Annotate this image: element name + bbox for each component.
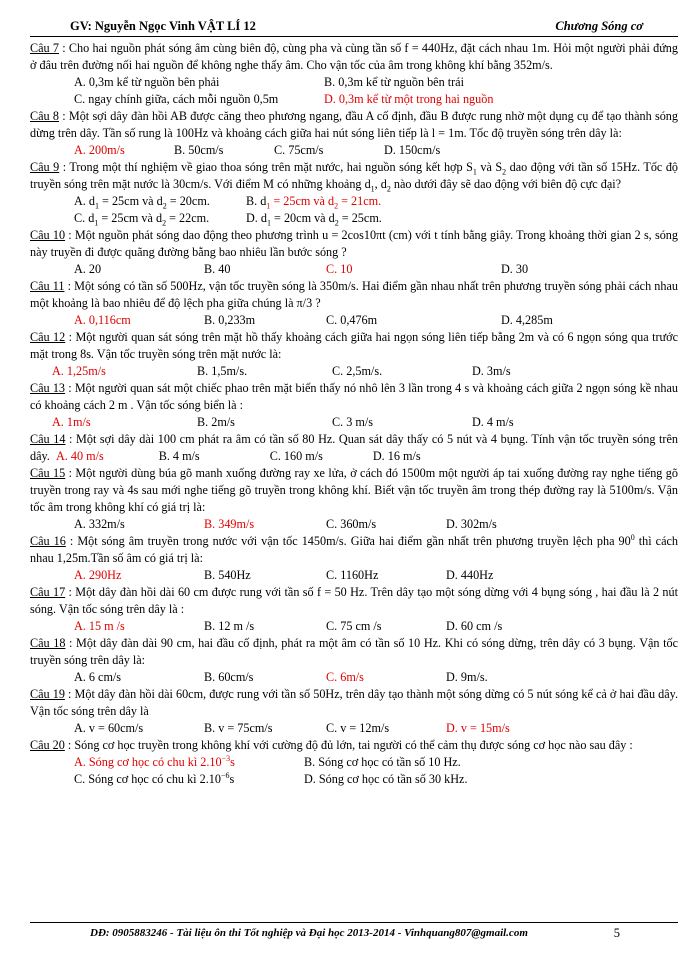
option-d-answer: D. 0,3m kể từ một trong hai nguồn xyxy=(324,92,494,106)
question-19: Câu 19 : Một dây đàn hồi dài 60cm, được rung với tần số 50Hz, trên dây tạo thành một sóng dừng có 5 nút sóng kể cả ở hai đầu dây. Vận tốc sóng trên dây là xyxy=(30,687,678,718)
option-d: D. 30 xyxy=(501,262,529,276)
question-7-options-row2 xyxy=(30,91,678,108)
option-b: B. $d_1 = 25cm$ và $d_2 = 21cm$. xyxy=(246,194,382,211)
question-19-options xyxy=(30,720,678,737)
option-d: D. 9m/s. xyxy=(446,670,488,684)
page-footer xyxy=(30,922,678,941)
option-a-answer: A. 1m/s xyxy=(52,415,91,429)
option-c: C. Sóng cơ học có chu kì $2.10^{-6}s$ xyxy=(74,770,235,786)
question-18: Câu 18 : Một dây đàn dài 90 cm, hai đầu cố định, phát ra một âm có tần số 10 Hz. Khi có sóng dừng, trên dây có 3 bụng. Vận tốc truyền sóng trên dây là: xyxy=(30,636,678,667)
question-9-options-row1 xyxy=(30,193,678,210)
option-d: D. 150cm/s xyxy=(384,143,441,157)
option-b: B. 1,5m/s. xyxy=(197,364,248,378)
option-c: C. 360m/s xyxy=(326,517,377,531)
option-a-answer: A. 40 m/s xyxy=(55,449,104,463)
page-header xyxy=(30,14,678,37)
question-8: Câu 8 : Một sợi dây đàn hồi AB được căng theo phương ngang, đầu A cố định, đầu B được rung nhờ một dụng cụ để tạo thành sóng dừng trên dây. Tần số rung là 100Hz và khoảng cách giữa hai nút sóng liên tiếp là l = 1m. Tốc độ truyền sóng trên dây là: xyxy=(30,109,678,140)
question-15-options xyxy=(30,516,678,533)
option-a-answer: A. Sóng cơ học có chu kì $2.10^{-3}s$ xyxy=(74,753,235,769)
question-7: Câu 7 : Cho hai nguồn phát sóng âm cùng biên độ, cùng pha và cùng tần số f = 440Hz, đặt cách nhau 1m. Hỏi một người phải đứng ở đâu trên đường nối hai nguồn để không nghe thấy âm. Cho vận tốc của âm trong không khí bằng 352m/s. xyxy=(30,41,678,72)
option-a: A. 332m/s xyxy=(74,517,125,531)
option-d: D. 4 m/s xyxy=(472,415,514,429)
option-c: C. 3 m/s xyxy=(332,415,373,429)
question-20-options-row2 xyxy=(30,771,678,788)
option-c-answer: C. 10 xyxy=(326,262,353,276)
option-a-answer: A. 15 m /s xyxy=(74,619,125,633)
question-11-options xyxy=(30,312,678,329)
question-14: Câu 14 : Một sợi dây dài 100 cm phát ra âm có tần số 80 Hz. Quan sát dây thấy có 5 nút và 4 bụng. Tính vận tốc truyền sóng trên dây. A. 40 m/s B. 4 m/s C. 160 m/s D. 16 m/s xyxy=(30,432,678,463)
question-16: Câu 16 : Một sóng âm truyền trong nước với vận tốc 1450m/s. Giữa hai điểm gần nhất trên phương truyền lệch pha $90^0$ thì cách nhau 1,25m.Tần số âm có giá trị là: xyxy=(30,532,678,565)
question-12: Câu 12 : Một người quan sát sóng trên mặt hồ thấy khoảng cách giữa hai ngọn sóng liên tiếp bằng 2m và có 6 ngọn sóng qua trước mặt trong 8s. Vận tốc truyền sóng trên mặt nước là: xyxy=(30,330,678,361)
question-13-options xyxy=(30,414,678,431)
option-b: B. v = 75cm/s xyxy=(204,721,273,735)
option-b: B. 50cm/s xyxy=(174,143,224,157)
option-b: B. 540Hz xyxy=(204,568,251,582)
option-a: A. 0,3m kể từ nguồn bên phải xyxy=(74,75,220,89)
option-a: A. $d_1 = 25cm$ và $d_2 = 20cm$. xyxy=(74,194,210,211)
question-7-options-row1 xyxy=(30,74,678,91)
option-b: B. 40 xyxy=(204,262,231,276)
question-list xyxy=(30,40,678,788)
question-17-options xyxy=(30,618,678,635)
option-c: C. ngay chính giữa, cách mỗi nguồn 0,5m xyxy=(74,92,279,106)
option-c: C. 1160Hz xyxy=(326,568,379,582)
option-d: D. 60 cm /s xyxy=(446,619,503,633)
option-d: D. Sóng cơ học có tần số 30 kHz. xyxy=(304,772,468,786)
question-17: Câu 17 : Một dây đàn hồi dài 60 cm được rung với tần số f = 50 Hz. Trên dây tạo một sóng dừng với 4 bụng sóng , hai đầu là 2 nút sóng. Vận tốc sóng trên dây là : xyxy=(30,585,678,616)
option-c: C. 2,5m/s. xyxy=(332,364,383,378)
question-20-options-row1 xyxy=(30,754,678,771)
option-c: C. 75 cm /s xyxy=(326,619,382,633)
option-b: B. 0,233m xyxy=(204,313,256,327)
question-10-options xyxy=(30,261,678,278)
option-c: C. v = 12m/s xyxy=(326,721,390,735)
option-a-answer: A. 200m/s xyxy=(74,143,125,157)
question-12-options xyxy=(30,363,678,380)
option-a: A. 20 xyxy=(74,262,102,276)
question-15: Câu 15 : Một người dùng búa gõ manh xuống đường ray xe lửa, ở cách đó 1500m một người áp tai xuống đường ray nghe tiếng gõ truyền trong ray và 4s sau mới nghe tiếng gõ truyền trong không khí. Biết vận tốc truyền âm trong thép đường ray là 5100m/s. Vận tốc âm trong không khí có giá trị là: xyxy=(30,466,678,514)
page-number: 5 xyxy=(613,926,620,940)
option-d: D. $d_1 = 20cm$ và $d_2 = 25cm$. xyxy=(246,211,382,228)
question-13: Câu 13 : Một người quan sát một chiếc phao trên mặt biển thấy nó nhô lên 3 lần trong 4 s và khoảng cách giữa 2 ngọn sóng kề nhau có khoảng cách 2 m . Vận tốc sóng biển là : xyxy=(30,381,678,412)
question-10: Câu 10 : Một nguồn phát sóng dao động theo phương trình u = 2cos10πt (cm) với t tính bằng giây. Trong khoảng thời gian 2 s, sóng này truyền đi được quãng đường bằng bao nhiêu lần bước sóng ? xyxy=(30,228,678,259)
option-b-answer: B. 349m/s xyxy=(204,517,255,531)
option-b: B. 0,3m kể từ nguồn bên trái xyxy=(324,75,464,89)
option-b: B. Sóng cơ học có tần số 10 Hz. xyxy=(304,755,461,769)
question-9-options-row2 xyxy=(30,210,678,227)
question-11: Câu 11 : Một sóng có tần số 500Hz, vận tốc truyền sóng là 350m/s. Hai điểm gần nhau nhất trên phương truyền sóng phải cách nhau một khoảng là bao nhiêu để độ lệch pha giữa chúng là π/3 ? xyxy=(30,279,678,310)
option-d: D. 3m/s xyxy=(472,364,511,378)
option-c: C. $d_1 = 25cm$ và $d_2 = 22cm$. xyxy=(74,211,210,228)
option-a-answer: A. 0,116cm xyxy=(74,313,131,327)
option-b: B. 60cm/s xyxy=(204,670,254,684)
option-d: D. 16 m/s xyxy=(372,449,421,463)
option-c: C. 0,476m xyxy=(326,313,378,327)
option-a-answer: A. 1,25m/s xyxy=(52,364,106,378)
option-c: C. 160 m/s xyxy=(269,449,323,463)
option-d: D. 302m/s xyxy=(446,517,497,531)
question-20: Câu 20 : Sóng cơ học truyền trong không khí với cường độ đủ lớn, tai người có thể cảm thụ được sóng cơ học nào sau đây : xyxy=(30,738,633,752)
option-d-answer: D. v = 15m/s xyxy=(446,721,510,735)
option-a: A. 6 cm/s xyxy=(74,670,122,684)
footer-contact: DĐ: 0905883246 - Tài liệu ôn thi Tốt nghiệp và Đại học 2013-2014 - Vinhquang807@gmail.com xyxy=(90,927,528,939)
question-16-options xyxy=(30,567,678,584)
option-c: C. 75cm/s xyxy=(274,143,324,157)
option-a-answer: A. 290Hz xyxy=(74,568,122,582)
question-18-options xyxy=(30,669,678,686)
option-b: B. 2m/s xyxy=(197,415,235,429)
option-b: B. 4 m/s xyxy=(158,449,200,463)
chapter-title: Chương Sóng cơ xyxy=(555,19,643,33)
question-8-options xyxy=(30,142,678,159)
option-d: D. 440Hz xyxy=(446,568,494,582)
question-9: Câu 9 : Trong một thí nghiệm về giao thoa sóng trên mặt nước, hai nguồn sóng kết hợp $S_1$ và $S_2$ dao động với tần số 15Hz. Tốc độ truyền sóng trên mặt nước là 30cm/s. Với điểm M có những khoảng $d_1$, $d_2$ nào dưới đây sẽ dao động với biên độ cực đại? xyxy=(30,160,679,194)
option-a: A. v = 60cm/s xyxy=(74,721,144,735)
option-b: B. 12 m /s xyxy=(204,619,255,633)
option-c-answer: C. 6m/s xyxy=(326,670,364,684)
option-d: D. 4,285m xyxy=(501,313,553,327)
teacher-subject: GV: Nguyễn Ngọc Vinh VẬT LÍ 12 xyxy=(70,19,256,33)
